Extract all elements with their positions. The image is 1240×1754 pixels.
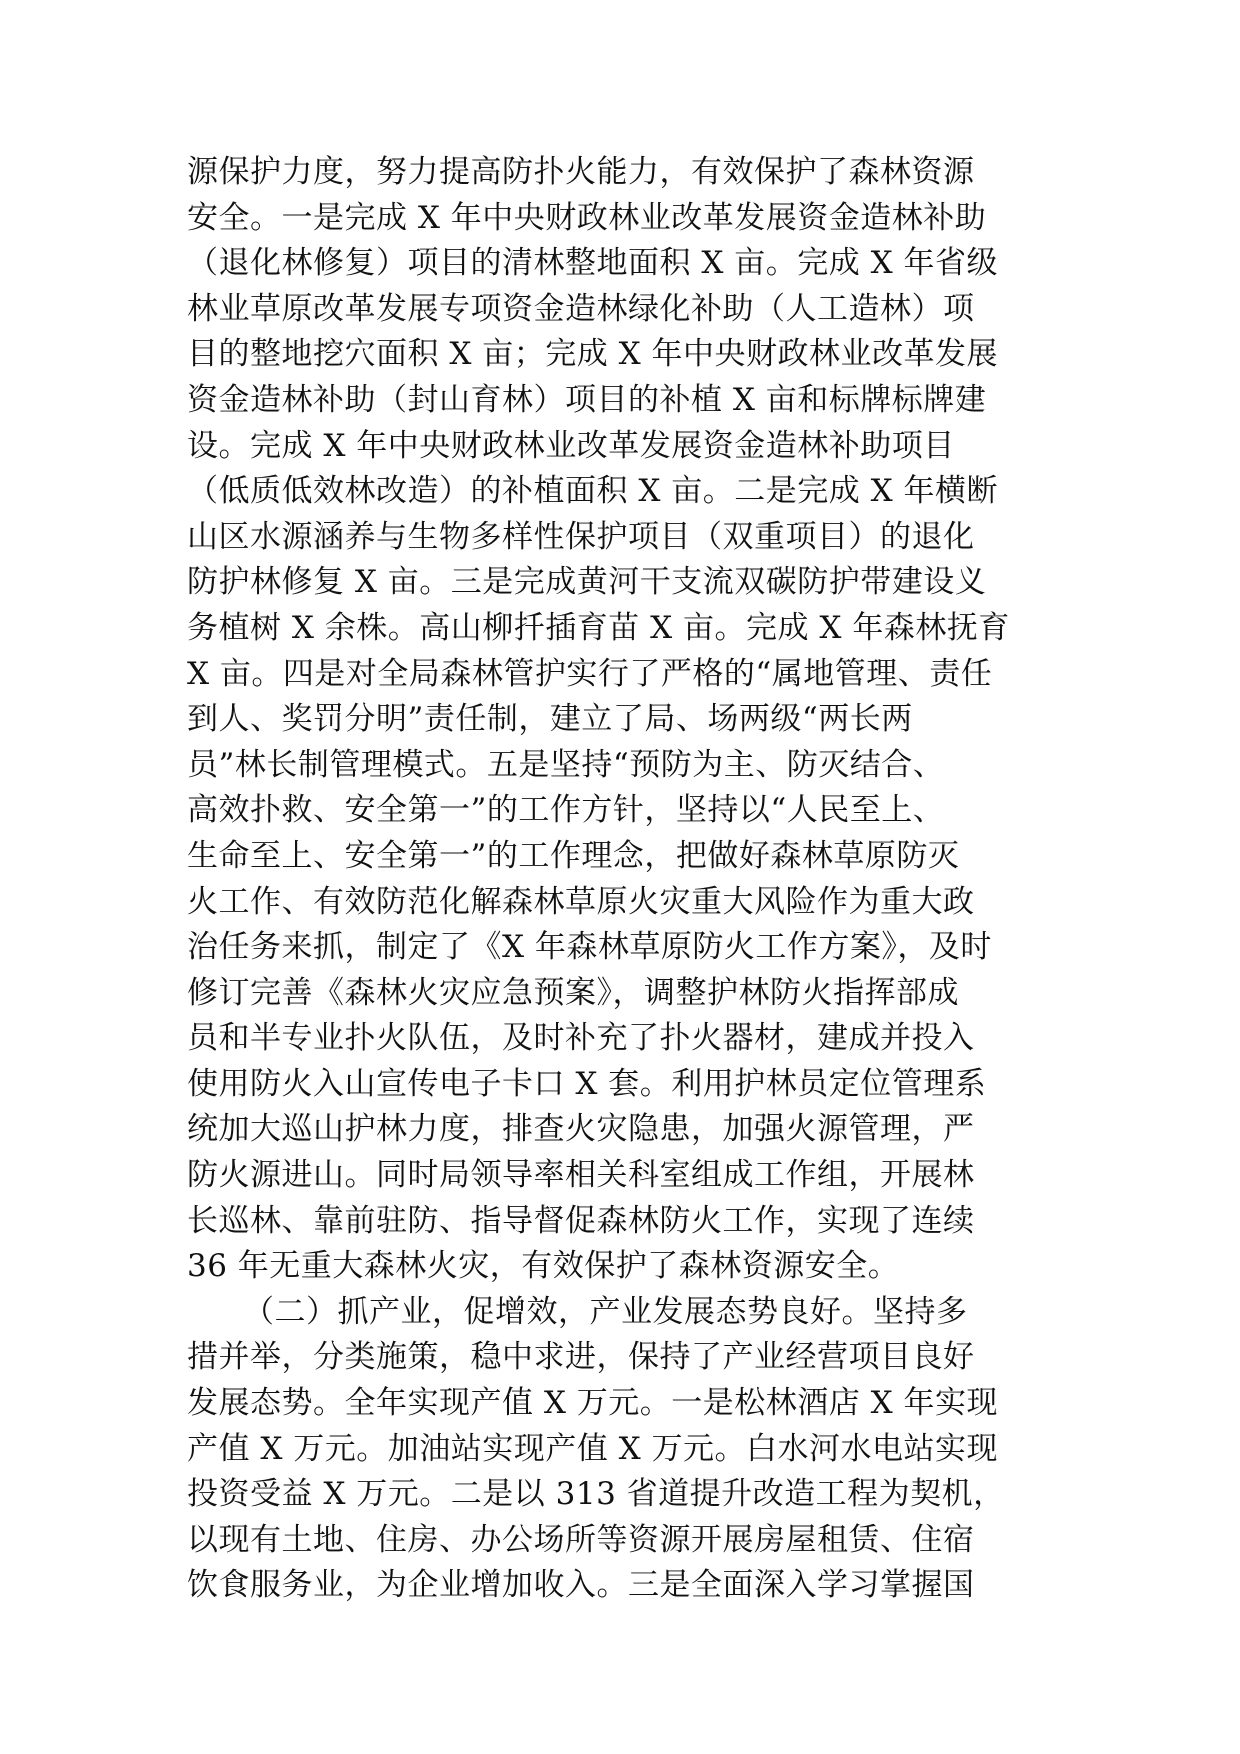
text-line: 源保护力度，努力提高防扑火能力，有效保护了森林资源 bbox=[187, 154, 975, 190]
text-line: 到人、奖罚分明”责任制，建立了局、场两级“两长两 bbox=[187, 701, 913, 738]
text-line: 设。完成 X 年中央财政林业改革发展资金造林补助项目 bbox=[187, 427, 955, 464]
text-line: 产值 X 万元。加油站实现产值 X 万元。白水河水电站实现 bbox=[187, 1430, 999, 1467]
text-line: 修订完善《森林火灾应急预案》，调整护林防火指挥部成 bbox=[187, 974, 959, 1011]
text-line: 以现有土地、住房、办公场所等资源开展房屋租赁、住宿 bbox=[187, 1521, 975, 1558]
text-line: （二）抓产业，促增效，产业发展态势良好。坚持多 bbox=[243, 1293, 968, 1330]
paragraph-2 bbox=[187, 1290, 1057, 1609]
text-line: 务植树 X 余株。高山柳扦插育苗 X 亩。完成 X 年森林抚育 bbox=[187, 609, 1010, 646]
text-line: 生命至上、安全第一”的工作理念，把做好森林草原防灭 bbox=[187, 837, 960, 874]
text-line: 资金造林补助（封山育林）项目的补植 X 亩和标牌标牌建 bbox=[187, 381, 987, 418]
text-line: （退化林修复）项目的清林整地面积 X 亩。完成 X 年省级 bbox=[187, 245, 999, 282]
text-line: 发展态势。全年实现产值 X 万元。一是松林酒店 X 年实现 bbox=[187, 1385, 999, 1422]
text-line: 目的整地挖穴面积 X 亩；完成 X 年中央财政林业改革发展 bbox=[187, 336, 999, 373]
text-line: （低质低效林改造）的补植面积 X 亩。二是完成 X 年横断 bbox=[187, 473, 999, 510]
text-line: 高效扑救、安全第一”的工作方针，坚持以“人民至上、 bbox=[187, 792, 945, 829]
text-line: 火工作、有效防范化解森林草原火灾重大风险作为重大政 bbox=[187, 883, 975, 920]
text-line: 员和半专业扑火队伍，及时补充了扑火器材，建成并投入 bbox=[187, 1020, 975, 1057]
text-line: 饮食服务业，为企业增加收入。三是全面深入学习掌握国 bbox=[187, 1567, 975, 1604]
text-line: 统加大巡山护林力度，排查火灾隐患，加强火源管理，严 bbox=[187, 1111, 975, 1148]
text-line: 员”林长制管理模式。五是坚持“预防为主、防灭结合、 bbox=[187, 746, 945, 783]
text-line: 防护林修复 X 亩。三是完成黄河干支流双碳防护带建设义 bbox=[187, 564, 987, 601]
body-text bbox=[187, 150, 1057, 1609]
text-line: 措并举，分类施策，稳中求进，保持了产业经营项目良好 bbox=[187, 1339, 975, 1376]
text-line: 长巡林、靠前驻防、指导督促森林防火工作，实现了连续 bbox=[187, 1202, 975, 1239]
text-line: 治任务来抓，制定了《X 年森林草原防火工作方案》，及时 bbox=[187, 929, 992, 966]
text-line: 山区水源涵养与生物多样性保护项目（双重项目）的退化 bbox=[187, 518, 975, 555]
text-line: X 亩。四是对全局森林管护实行了严格的“属地管理、责任 bbox=[187, 655, 993, 692]
text-line: 林业草原改革发展专项资金造林绿化补助（人工造林）项 bbox=[187, 290, 975, 327]
text-line: 投资受益 X 万元。二是以 313 省道提升改造工程为契机， bbox=[187, 1476, 1005, 1513]
text-line: 36 年无重大森林火灾，有效保护了森林资源安全。 bbox=[187, 1248, 900, 1285]
text-line: 防火源进山。同时局领导率相关科室组成工作组，开展林 bbox=[187, 1157, 975, 1194]
text-line: 安全。一是完成 X 年中央财政林业改革发展资金造林补助 bbox=[187, 199, 987, 236]
paragraph-1 bbox=[187, 150, 1057, 1290]
text-line: 使用防火入山宣传电子卡口 X 套。利用护林员定位管理系 bbox=[187, 1065, 987, 1102]
